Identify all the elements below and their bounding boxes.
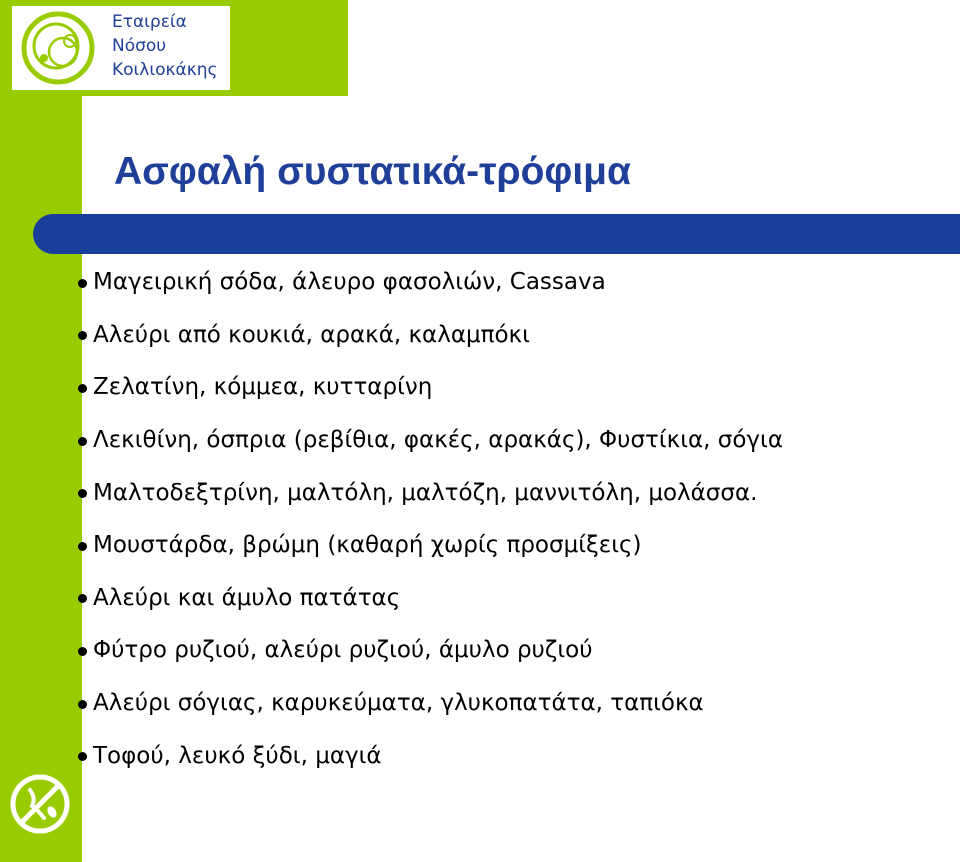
list-item-text: Μουστάρδα, βρώμη (καθαρή χωρίς προσμίξεις) bbox=[93, 532, 642, 559]
list-item bbox=[78, 519, 783, 572]
title-underline-bar bbox=[33, 214, 960, 254]
list-item bbox=[78, 256, 783, 309]
logo bbox=[12, 6, 230, 90]
logo-line: Εταιρεία bbox=[112, 12, 187, 32]
logo-line: Νόσου bbox=[112, 36, 167, 56]
concentric-circles-logo-icon bbox=[16, 8, 106, 88]
bullet-icon bbox=[78, 279, 87, 288]
bullet-icon bbox=[78, 752, 87, 761]
bullet-icon bbox=[78, 331, 87, 340]
bullet-icon bbox=[78, 700, 87, 709]
list-item bbox=[78, 677, 783, 730]
list-item bbox=[78, 361, 783, 414]
list-item-text: Αλεύρι σόγιας, καρυκεύματα, γλυκοπατάτα, ταπιόκα bbox=[93, 690, 704, 717]
bullet-icon bbox=[78, 384, 87, 393]
logo-line: Κοιλιοκάκης bbox=[112, 60, 218, 80]
crossed-wheat-icon bbox=[8, 772, 72, 836]
list-item-text: Αλεύρι και άμυλο πατάτας bbox=[93, 584, 401, 611]
list-item-text: Αλεύρι από κουκιά, αρακά, καλαμπόκι bbox=[93, 321, 530, 348]
list-item bbox=[78, 466, 783, 519]
bullet-icon bbox=[78, 594, 87, 603]
list-item bbox=[78, 309, 783, 362]
list-item bbox=[78, 624, 783, 677]
list-item-text: Τοφού, λευκό ξύδι, μαγιά bbox=[93, 742, 382, 769]
bullet-icon bbox=[78, 437, 87, 446]
list-item bbox=[78, 414, 783, 467]
list-item bbox=[78, 572, 783, 625]
green-side-bar bbox=[0, 0, 82, 862]
ingredient-list bbox=[78, 256, 783, 782]
logo-text bbox=[112, 10, 218, 82]
list-item bbox=[78, 729, 783, 782]
list-item-text: Φύτρο ρυζιού, αλεύρι ρυζιού, άμυλο ρυζιού bbox=[93, 637, 593, 664]
list-item-text: Μαγειρική σόδα, άλευρο φασολιών, Cassava bbox=[93, 269, 606, 296]
page-title: Ασφαλή συστατικά-τρόφιμα bbox=[114, 150, 631, 193]
list-item-text: Ζελατίνη, κόμμεα, κυτταρίνη bbox=[93, 374, 433, 401]
list-item-text: Μαλτοδεξτρίνη, μαλτόλη, μαλτόζη, μαννιτόλη, μολάσσα. bbox=[93, 479, 758, 506]
bullet-icon bbox=[78, 542, 87, 551]
bullet-icon bbox=[78, 489, 87, 498]
list-item-text: Λεκιθίνη, όσπρια (ρεβίθια, φακές, αρακάς), Φυστίκια, σόγια bbox=[93, 427, 783, 454]
bullet-icon bbox=[78, 647, 87, 656]
